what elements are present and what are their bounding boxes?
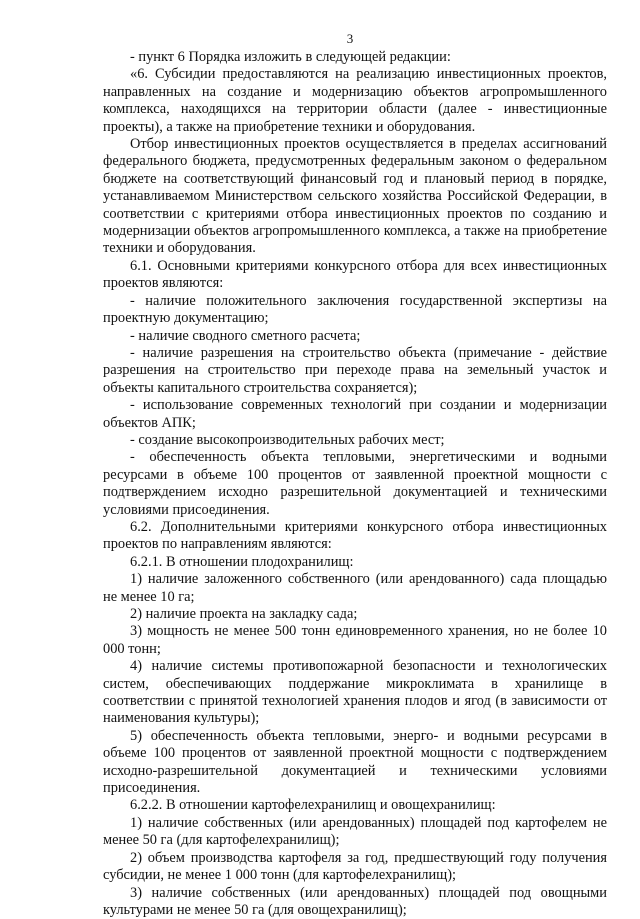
paragraph-6-1: 6.1. Основными критериями конкурсного отбора для всех инвестиционных проектов являются: bbox=[103, 258, 607, 293]
list-item-fire-safety: 4) наличие системы противопожарной безопасности и технологических систем, обеспечивающих поддержание микроклимата в хранилище в соответствии с принятой технологией хранения плодов и ягод (в зависимости от наименования культуры); bbox=[103, 658, 607, 728]
paragraph-6-2-2: 6.2.2. В отношении картофелехранилищ и овощехранилищ: bbox=[103, 797, 607, 814]
list-item-fruit-resources: 5) обеспеченность объекта тепловыми, энерго- и водными ресурсами в объеме 100 процентов от заявленной проектной мощности с подтверждением исходно-разрешительной документацией и техническими условиями присоединения. bbox=[103, 728, 607, 798]
paragraph-6-2-1: 6.2.1. В отношении плодохранилищ: bbox=[103, 554, 607, 571]
paragraph-6-2: 6.2. Дополнительными критериями конкурсного отбора инвестиционных проектов по направлениям являются: bbox=[103, 519, 607, 554]
list-item-vegetable-area: 3) наличие собственных (или арендованных) площадей под овощными культурами не менее 50 га (для овощехранилищ); bbox=[103, 885, 607, 919]
paragraph-selection: Отбор инвестиционных проектов осуществляется в пределах ассигнований федерального бюджета, предусмотренных федеральным законом о федеральном бюджете на соответствующий финансовый год и плановый период в порядке, устанавливаемом Министерством сельского хозяйства Российской Федерации, в соответствии с критериями отбора инвестиционных проектов по созданию и модернизации объектов агропромышленного комплекса, а также на приобретение техники и оборудования. bbox=[103, 136, 607, 258]
paragraph-amendment-intro: - пункт 6 Порядка изложить в следующей редакции: bbox=[103, 49, 607, 66]
list-item-resources: - обеспеченность объекта тепловыми, энергетическими и водными ресурсами в объеме 100 процентов от заявленной проектной мощности с подтверждением исходно разрешительной документацией и техническими условиями присоединения. bbox=[103, 449, 607, 519]
list-item-orchard: 1) наличие заложенного собственного (или арендованного) сада площадью не менее 10 га; bbox=[103, 571, 607, 606]
document-body bbox=[103, 49, 607, 919]
list-item-technologies: - использование современных технологий при создании и модернизации объектов АПК; bbox=[103, 397, 607, 432]
list-item-potato-area: 1) наличие собственных (или арендованных) площадей под картофелем не менее 50 га (для картофелехранилищ); bbox=[103, 815, 607, 850]
paragraph-item-6: «6. Субсидии предоставляются на реализацию инвестиционных проектов, направленных на создание и модернизацию объектов агропромышленного комплекса, находящихся на территории области (далее - инвестиционные проекты), а также на приобретение техники и оборудования. bbox=[103, 66, 607, 136]
list-item-expertise: - наличие положительного заключения государственной экспертизы на проектную документацию; bbox=[103, 293, 607, 328]
list-item-permit: - наличие разрешения на строительство объекта (примечание - действие разрешения на строительство при переходе права на земельный участок и объекты капитального строительства сохраняется); bbox=[103, 345, 607, 397]
list-item-capacity: 3) мощность не менее 500 тонн единовременного хранения, но не более 10 000 тонн; bbox=[103, 623, 607, 658]
list-item-jobs: - создание высокопроизводительных рабочих мест; bbox=[103, 432, 607, 449]
list-item-orchard-project: 2) наличие проекта на закладку сада; bbox=[103, 606, 607, 623]
page-number: 3 bbox=[0, 31, 640, 47]
list-item-potato-volume: 2) объем производства картофеля за год, предшествующий году получения субсидии, не менее 1 000 тонн (для картофелехранилищ); bbox=[103, 850, 607, 885]
list-item-estimate: - наличие сводного сметного расчета; bbox=[103, 328, 607, 345]
